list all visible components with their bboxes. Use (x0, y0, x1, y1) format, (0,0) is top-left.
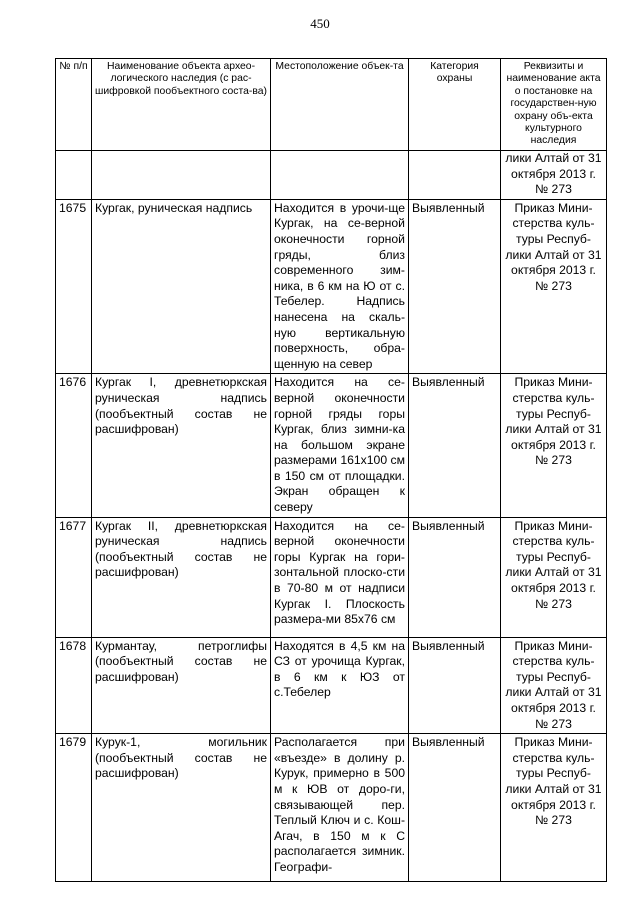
cell-location: Находятся в 4,5 км на СЗ от урочища Кургак, в 6 км к ЮЗ от с.Тебелер (271, 637, 409, 734)
cell-document: Приказ Мини-стерства куль-туры Респуб-лики Алтай от 31 октября 2013 г. № 273 (501, 517, 607, 637)
cell-document: лики Алтай от 31 октября 2013 г. № 273 (501, 151, 607, 200)
table-row (56, 637, 607, 734)
cell-object-name: Кургак, руническая надпись (92, 199, 271, 374)
cell-number: 1675 (56, 199, 92, 374)
cell-object-name: Кургак I, древнетюркская руническая надпись (пообъектный состав не расшифрован) (92, 374, 271, 517)
header-number: № п/п (56, 59, 92, 151)
cell-category (409, 151, 501, 200)
table-header-row (56, 59, 607, 151)
cell-number: 1676 (56, 374, 92, 517)
header-object-name: Наименование объекта архео-логического наследия (с рас-шифровкой пообъектного соста-ва) (92, 59, 271, 151)
cell-number: 1679 (56, 734, 92, 882)
cell-document: Приказ Мини-стерства куль-туры Респуб-лики Алтай от 31 октября 2013 г. № 273 (501, 374, 607, 517)
table-row (56, 517, 607, 637)
table-row (56, 734, 607, 882)
cell-object-name (92, 151, 271, 200)
header-location: Местоположение объек-та (271, 59, 409, 151)
cell-object-name: Курмантау, петроглифы (пообъектный состав не расшифрован) (92, 637, 271, 734)
cell-object-name: Кургак II, древнетюркская руническая надпись (пообъектный состав не расшифрован) (92, 517, 271, 637)
cell-category: Выявленный (409, 637, 501, 734)
header-document: Реквизиты и наименование акта о постановке на государствен-ную охрану объ-екта культурного наследия (501, 59, 607, 151)
cell-number (56, 151, 92, 200)
cell-location: Располагается при «въезде» в долину р. Курук, примерно в 500 м к ЮВ от доро-ги, связывающей пер. Теплый Ключ и с. Кош-Агач, в 150 м к С располагается зимник. Географи- (271, 734, 409, 882)
cell-document: Приказ Мини-стерства куль-туры Респуб-лики Алтай от 31 октября 2013 г. № 273 (501, 637, 607, 734)
cell-category: Выявленный (409, 734, 501, 882)
cell-location: Находится на се-верной оконечности горы Кургак на гори-зонтальной плоско-сти в 70-80 м от надписи Кургак I. Плоскость размера-ми 85x76 см (271, 517, 409, 637)
header-protection-category: Категория охраны (409, 59, 501, 151)
cell-location (271, 151, 409, 200)
cell-document: Приказ Мини-стерства куль-туры Респуб-лики Алтай от 31 октября 2013 г. № 273 (501, 199, 607, 374)
heritage-registry-table (55, 58, 607, 882)
cell-location: Находится на се-верной оконечности горной гряды горы Кургак, близ зимни-ка на большом экране размерами 161x100 см в 150 см от площадки. Экран обращен к северу (271, 374, 409, 517)
table-row (56, 199, 607, 374)
cell-category: Выявленный (409, 374, 501, 517)
cell-category: Выявленный (409, 517, 501, 637)
table-row (56, 374, 607, 517)
cell-location: Находится в урочи-ще Кургак, на се-верной оконечности горной гряды, близ современного зим-ника, в 6 км на Ю от с. Тебелер. Надпись нанесена на скаль-ную вертикальную поверхность, обра-щенную на север (271, 199, 409, 374)
cell-number: 1678 (56, 637, 92, 734)
table-row-continuation (56, 151, 607, 200)
page-number: 450 (310, 16, 330, 31)
cell-number: 1677 (56, 517, 92, 637)
cell-object-name: Курук-1, могильник (пообъектный состав не расшифрован) (92, 734, 271, 882)
cell-category: Выявленный (409, 199, 501, 374)
cell-document: Приказ Мини-стерства куль-туры Респуб-лики Алтай от 31 октября 2013 г. № 273 (501, 734, 607, 882)
